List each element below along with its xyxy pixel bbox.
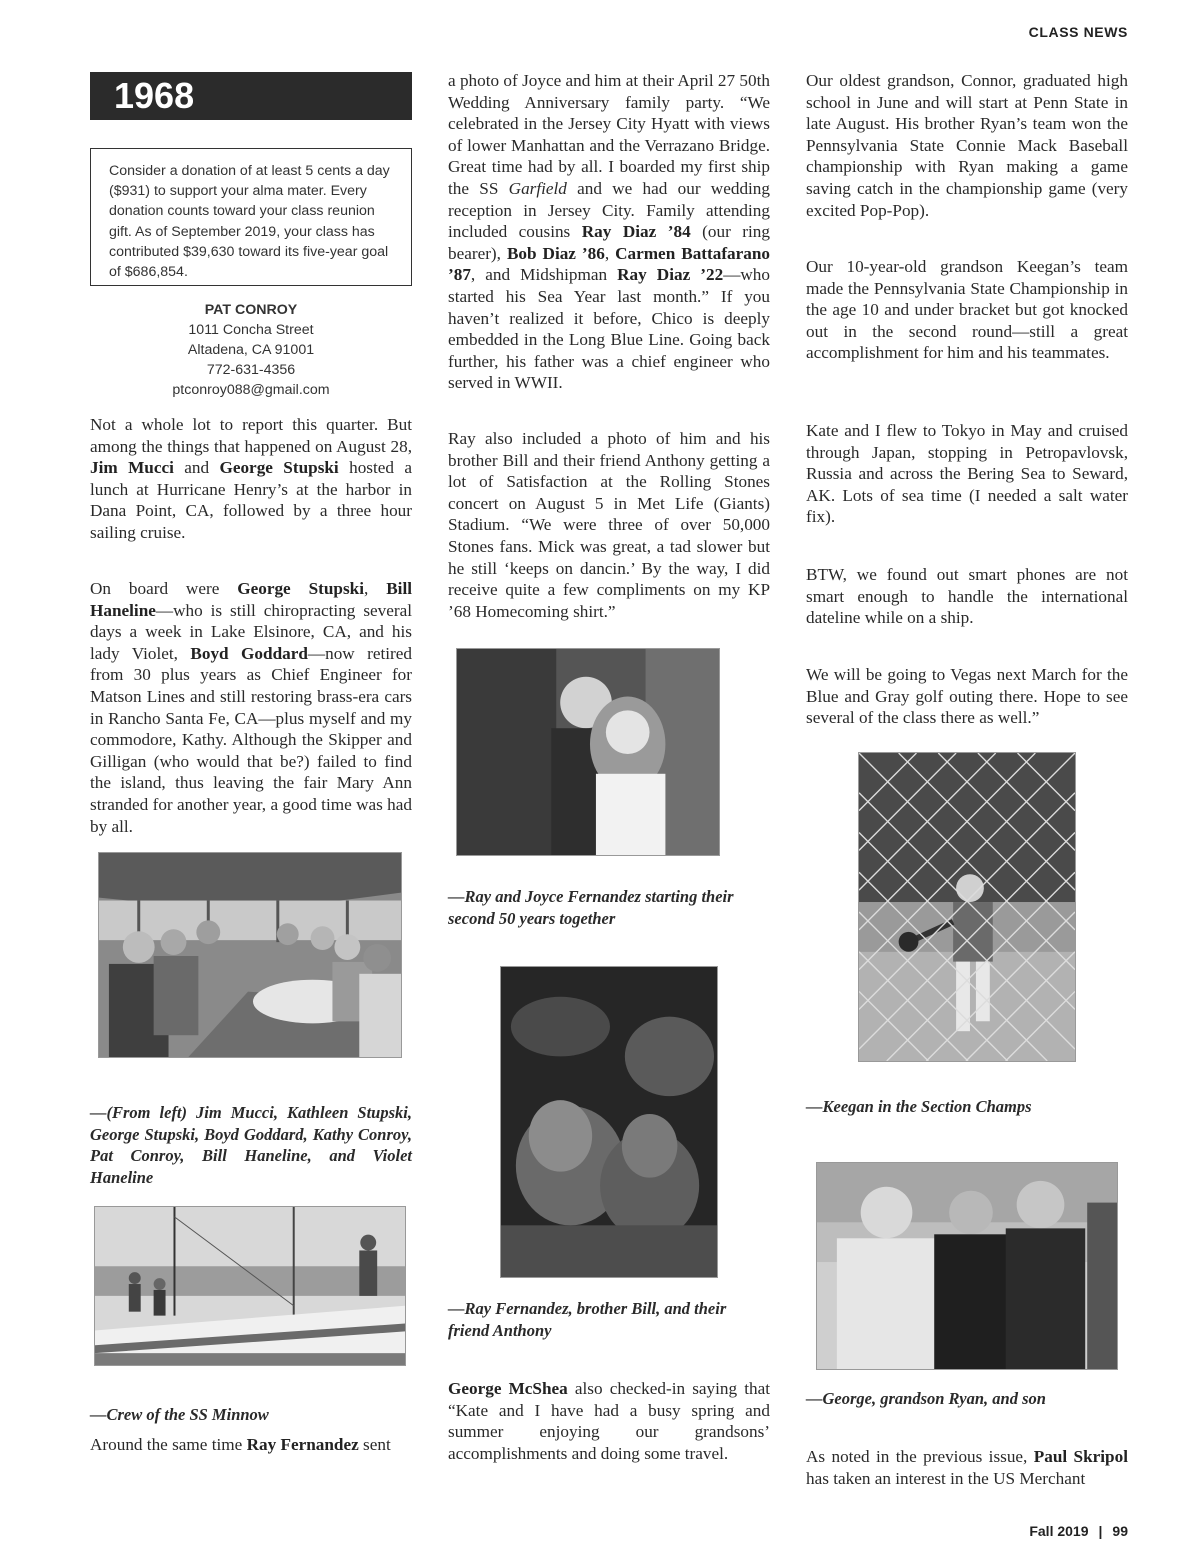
col3-paragraph-2: Our 10-year-old grandson Keegan’s team made the Pennsylvania State Championship in the age 10 and under bracket but got knocked out in the second round—still a great accomplishment for him and his teammates.	[806, 257, 1128, 363]
photo-harbor-lunch-image	[99, 853, 401, 1057]
class-correspondent-contact	[90, 300, 412, 400]
footer-separator: |	[1098, 1523, 1103, 1539]
photo-george-ryan-son	[816, 1162, 1118, 1370]
contact-email[interactable]: ptconroy088@gmail.com	[172, 382, 330, 398]
caption-anniversary-couple: —Ray and Joyce Fernandez starting their second 50 years together	[448, 887, 734, 928]
col3-paragraph-5: We will be going to Vegas next March for the Blue and Gray golf outing there. Hope to see several of the class there as well.”	[806, 665, 1128, 728]
col3-paragraph-3: Kate and I flew to Tokyo in May and cruised through Japan, stopping in Petropavlovsk, Russia and across the Bering Sea to Seward, AK. Lots of sea time (I needed a salt water fix).	[806, 421, 1128, 527]
photo-sailing-crew-image	[95, 1207, 405, 1365]
col1-paragraph-3: Around the same time Ray Fernandez sent	[90, 1435, 391, 1454]
photo-keegan-baseball	[858, 752, 1076, 1062]
donation-notice-text: Consider a donation of at least 5 cents a day ($931) to support your alma mater. Every donation counts toward your class reunion gift. As of September 2019, your class has contributed $39,630 toward its five-year goal of $686,854.	[109, 163, 390, 281]
photo-anniversary-couple-image	[457, 649, 719, 855]
donation-notice-box	[90, 148, 412, 286]
col2-paragraph-2: Ray also included a photo of him and his brother Bill and their friend Anthony getting a lot of Satisfaction at the Rolling Stones concert on August 5 in Met Life (Giants) Stadium. “We were three of over 50,000 Stones fans. Mick was great, a tad slower but he still ‘keeps on dancin.’ By the way, I did receive quite a few compliments on my KP ’68 Homecoming shirt.”	[448, 429, 770, 621]
photo-rolling-stones-concert	[500, 966, 718, 1278]
caption-sailing-crew: —Crew of the SS Minnow	[90, 1405, 269, 1424]
photo-george-ryan-son-image	[817, 1163, 1117, 1369]
photo-keegan-baseball-image	[859, 753, 1075, 1061]
section-label: CLASS NEWS	[1028, 24, 1128, 40]
caption-george-ryan-son: —George, grandson Ryan, and son	[806, 1389, 1046, 1408]
contact-name: PAT CONROY	[204, 302, 298, 318]
page-footer	[1029, 1523, 1128, 1539]
caption-rolling-stones-concert: —Ray Fernandez, brother Bill, and their friend Anthony	[448, 1299, 727, 1340]
page-number: 99	[1112, 1523, 1128, 1539]
caption-harbor-lunch: —(From left) Jim Mucci, Kathleen Stupski, George Stupski, Boyd Goddard, Kathy Conroy, Pat Conroy, Bill Haneline, and Violet Haneline	[90, 1103, 412, 1187]
col2-paragraph-1: a photo of Joyce and him at their April 27 50th Wedding Anniversary family party. “We celebrated in the Jersey City Hyatt with views of lower Manhattan and the Verrazano Bridge. Great time had by all. I boarded my first ship the SS Garfield and we had our wedding reception in Jersey City. Family attending included cousins Ray Diaz ’84 (our ring bearer), Bob Diaz ’86, Carmen Battafarano ’87, and Midshipman Ray Diaz ’22—who started his Sea Year last month.” If you haven’t realized it before, Chico is deeply embedded in the Long Blue Line. Going back further, his father was a chief engineer who served in WWII.	[448, 71, 771, 393]
photo-harbor-lunch	[98, 852, 402, 1058]
caption-keegan-baseball: —Keegan in the Section Champs	[806, 1097, 1032, 1116]
col3-paragraph-4: BTW, we found out smart phones are not smart enough to handle the international dateline while on a ship.	[806, 565, 1128, 628]
col3-paragraph-1: Our oldest grandson, Connor, graduated high school in June and will start at Penn State in late August. His brother Ryan’s team won the Pennsylvania State Connie Mack Baseball championship with Ryan making a game saving catch in the championship game (very excited Pop-Pop).	[806, 71, 1128, 220]
col2-paragraph-3: George McShea also checked-in saying that “Kate and I have had a busy spring and summer enjoying our grandsons’ accomplishments and doing some travel.	[448, 1379, 770, 1463]
contact-phone: 772-631-4356	[206, 362, 296, 378]
photo-rolling-stones-concert-image	[501, 967, 717, 1277]
photo-anniversary-couple	[456, 648, 720, 856]
contact-street: 1011 Concha Street	[188, 322, 314, 338]
class-year-banner: 1968	[90, 72, 412, 120]
col1-paragraph-1: Not a whole lot to report this quarter. But among the things that happened on August 28, Jim Mucci and George Stupski hosted a lunch at Hurricane Henry’s at the harbor in Dana Point, CA, followed by a three hour sailing cruise.	[90, 415, 412, 542]
issue-label: Fall 2019	[1029, 1523, 1089, 1539]
contact-city: Altadena, CA 91001	[187, 342, 315, 358]
photo-sailing-crew	[94, 1206, 406, 1366]
col1-paragraph-2: On board were George Stupski, Bill Haneline—who is still chiropracting several days a week in Lake Elsinore, CA, and his lady Violet, Boyd Goddard—now retired from 30 plus years as Chief Engineer for Matson Lines and still restoring brass-era cars in Rancho Santa Fe, CA—plus myself and my commodore, Kathy. Although the Skipper and Gilligan (who would that be?) failed to find the island, thus leaving the fair Mary Ann stranded for another year, a good time was had by all.	[90, 579, 412, 836]
col3-paragraph-6: As noted in the previous issue, Paul Skripol has taken an interest in the US Merchant	[806, 1447, 1128, 1488]
